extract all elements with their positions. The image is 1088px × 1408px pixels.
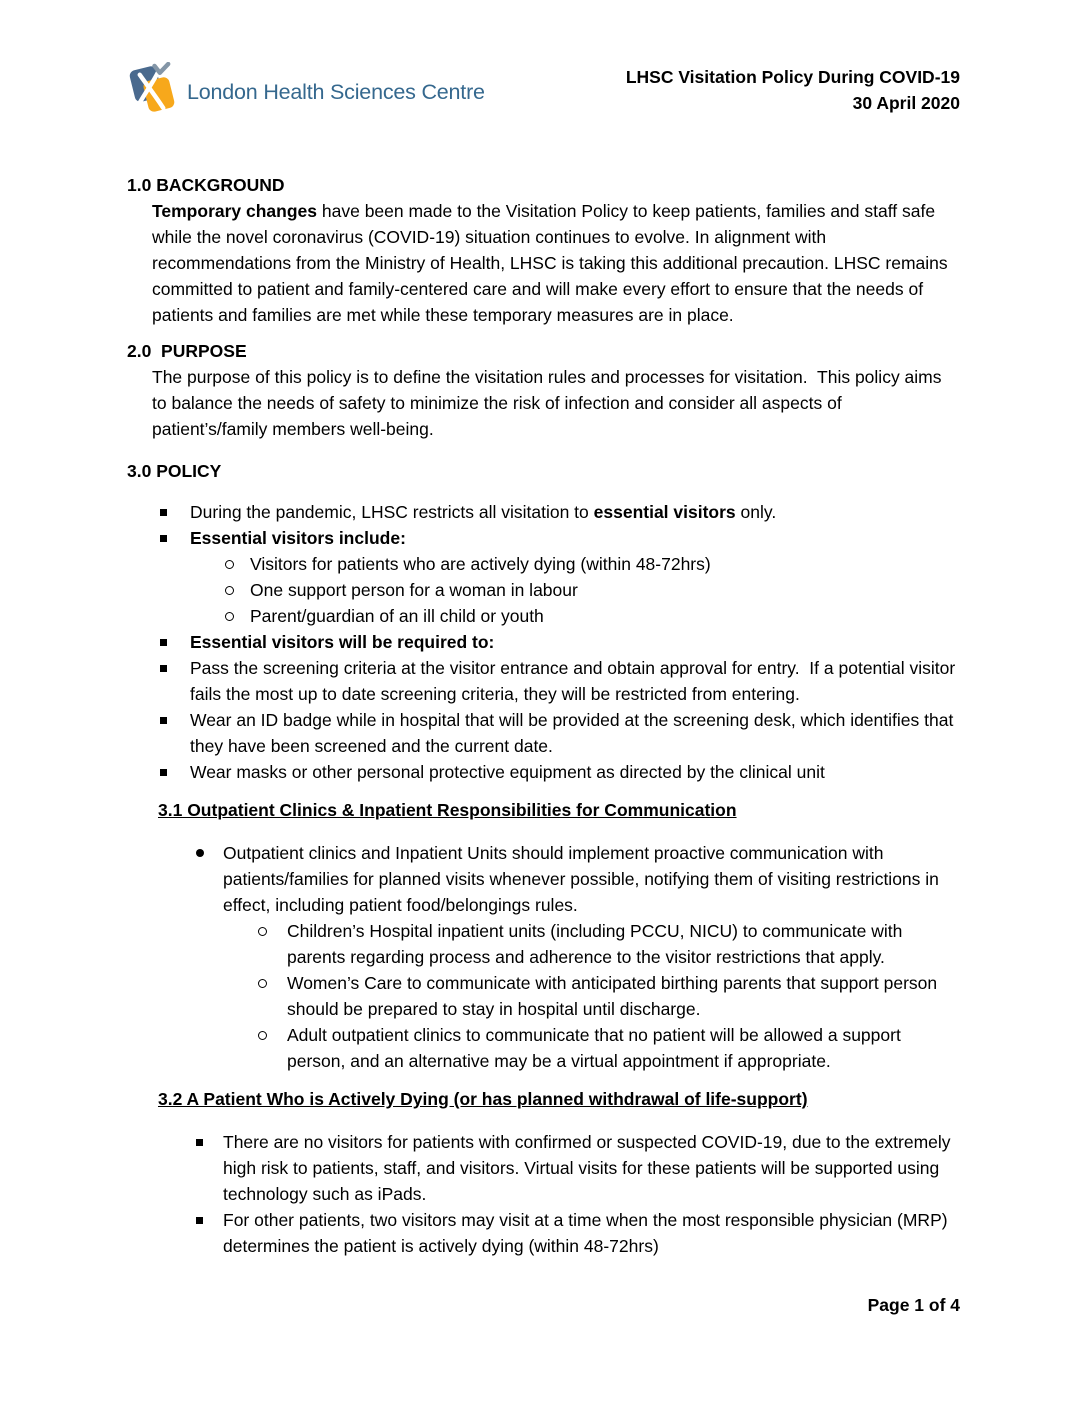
square-bullet-icon [160, 629, 190, 646]
bullet-text: Outpatient clinics and Inpatient Units should implement proactive communication with patients/families for planned visits whenever possible, notifying them of visiting restrictions in effect, including patient food/belongings rules. [223, 843, 944, 915]
background-lead-bold: Temporary changes [152, 201, 318, 221]
section-3-2-bullet-list [127, 1129, 960, 1259]
circle-bullet-icon [258, 918, 287, 936]
background-body-text: have been made to the Visitation Policy to keep patients, families and staff safe while the novel coronavirus (COVID-19) situation continues to evolve. In alignment with recommendations from the Ministry of Health, LHSC is taking this additional precaution. LHSC remains committed to patient and family-centered care and will make every effort to ensure that the needs of patients and families are met while these temporary measures are in place. [152, 201, 953, 325]
list-item [258, 970, 960, 1022]
document-title-block [626, 62, 960, 116]
list-item [160, 499, 960, 525]
bullet-text: Children’s Hospital inpatient units (including PCCU, NICU) to communicate with parents regarding process and adherence to the visitor restrictions that apply. [287, 921, 908, 967]
page-number: Page 1 of 4 [867, 1295, 960, 1315]
bullet-text: Wear an ID badge while in hospital that will be provided at the screening desk, which identifies that they have been screened and the current date. [190, 710, 959, 756]
section-heading-background: 1.0 BACKGROUND [127, 175, 285, 195]
org-name: London Health Sciences Centre [187, 79, 485, 104]
list-item [258, 918, 960, 970]
square-bullet-icon [160, 525, 190, 542]
section-heading-policy: 3.0 POLICY [127, 461, 222, 481]
circle-bullet-icon [225, 551, 250, 569]
square-bullet-icon [160, 707, 190, 724]
section-3-1-bullet-list [127, 840, 960, 1074]
list-item [225, 603, 960, 629]
square-bullet-icon [160, 759, 190, 776]
list-item [225, 551, 960, 577]
list-item [196, 1129, 960, 1207]
circle-bullet-icon [258, 1022, 287, 1040]
square-bullet-icon [196, 1129, 223, 1146]
document-date: 30 April 2020 [852, 93, 960, 113]
circle-bullet-icon [258, 970, 287, 988]
bullet-text: Pass the screening criteria at the visitor entrance and obtain approval for entry. If a potential visitor fails the most up to date screening criteria, they will be restricted from entering. [190, 658, 961, 704]
bullet-text: One support person for a woman in labour [250, 580, 578, 600]
list-item [160, 707, 960, 759]
list-item [160, 655, 960, 707]
circle-bullet-icon [225, 603, 250, 621]
circle-bullet-icon [225, 577, 250, 595]
bullet-text: Essential visitors include: [190, 528, 406, 548]
bullet-text: Adult outpatient clinics to communicate that no patient will be allowed a support person, and an alternative may be a virtual appointment if appropriate. [287, 1025, 906, 1071]
square-bullet-icon [160, 499, 190, 516]
section-heading-purpose: 2.0 PURPOSE [127, 341, 247, 361]
square-bullet-icon [160, 655, 190, 672]
bullet-text: Essential visitors will be required to: [190, 632, 495, 652]
list-item [196, 1207, 960, 1259]
list-item [258, 1022, 960, 1074]
bullet-text: Wear masks or other personal protective equipment as directed by the clinical unit [190, 762, 825, 782]
purpose-paragraph: The purpose of this policy is to define the visitation rules and processes for visitation. This policy aims to balance the needs of safety to minimize the risk of infection and consider all aspects of patient’s/family members well-being. [152, 367, 947, 439]
policy-bullet-list [127, 499, 960, 785]
round-bullet-icon [196, 840, 223, 857]
bullet-text: Parent/guardian of an ill child or youth [250, 606, 544, 626]
bullet-text: Women’s Care to communicate with anticipated birthing parents that support person should be prepared to stay in hospital until discharge. [287, 973, 942, 1019]
list-item [160, 525, 960, 551]
document-title: LHSC Visitation Policy During COVID-19 [625, 67, 960, 87]
bullet-text: During the pandemic, LHSC restricts all visitation to essential visitors only. [190, 502, 777, 522]
lhsc-logo [127, 62, 485, 113]
list-item [196, 840, 960, 918]
bullet-text: Visitors for patients who are actively dying (within 48-72hrs) [250, 554, 711, 574]
list-item [160, 759, 960, 785]
lhsc-logo-icon [127, 62, 178, 113]
document-body [127, 115, 960, 1259]
background-paragraph [152, 198, 960, 328]
square-bullet-icon [196, 1207, 223, 1224]
bullet-text: For other patients, two visitors may visit at a time when the most responsible physician (MRP) determines the patient is actively dying (within 48-72hrs) [223, 1210, 953, 1256]
section-heading-3-1: 3.1 Outpatient Clinics & Inpatient Responsibilities for Communication [158, 800, 737, 820]
page-header [127, 62, 960, 115]
list-item [225, 577, 960, 603]
bullet-text: There are no visitors for patients with confirmed or suspected COVID-19, due to the extremely high risk to patients, staff, and visitors. Virtual visits for these patients will be supported using technology such as iPads. [223, 1132, 956, 1204]
section-heading-3-2: 3.2 A Patient Who is Actively Dying (or has planned withdrawal of life-support) [158, 1089, 808, 1109]
list-item [160, 629, 960, 655]
